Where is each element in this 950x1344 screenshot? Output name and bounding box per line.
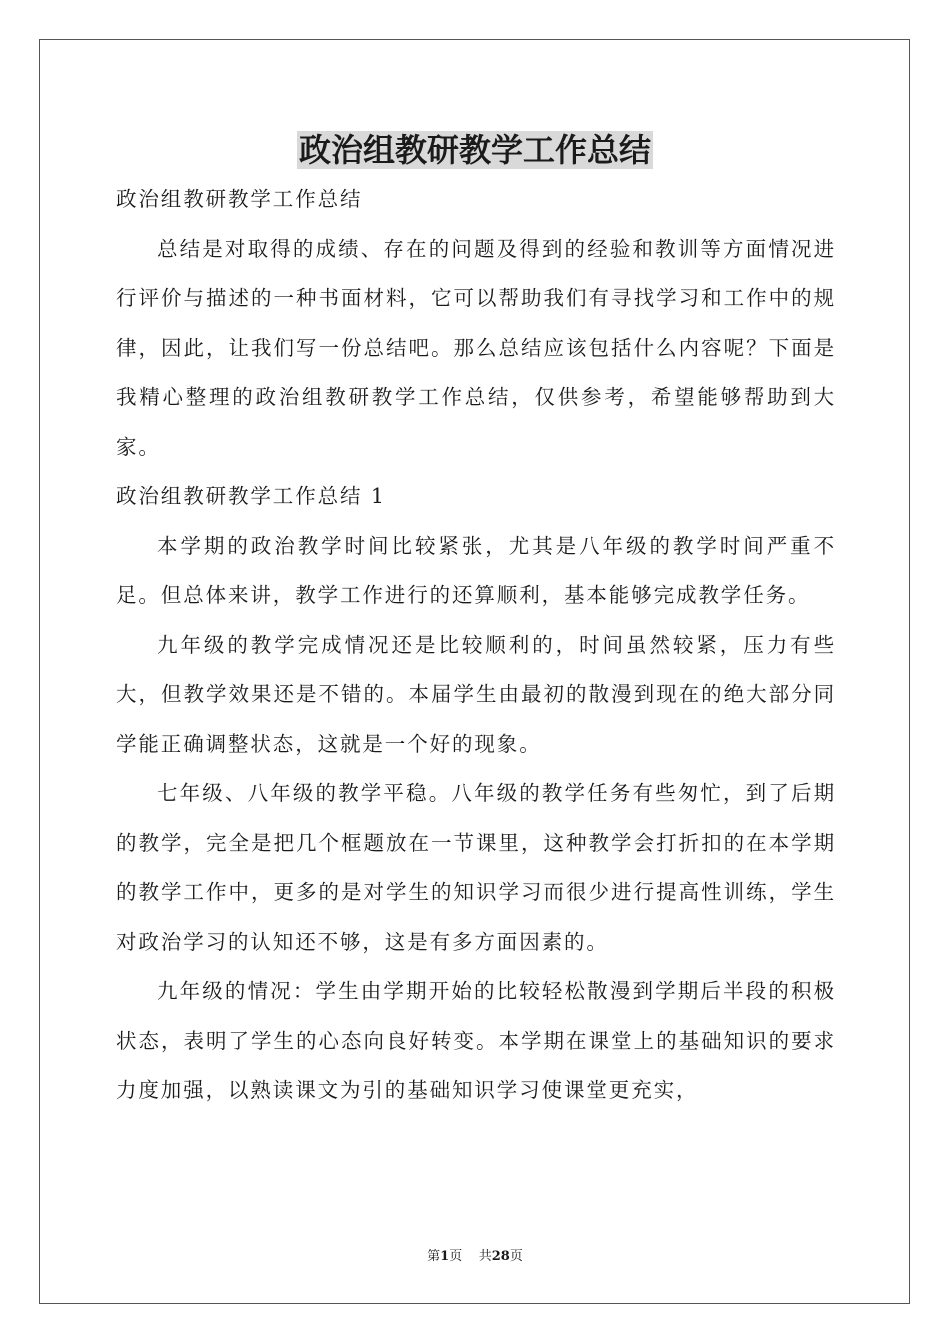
page-prefix: 第 <box>427 1249 441 1264</box>
body-paragraph: 九年级的情况：学生由学期开始的比较轻松散漫到学期后半段的积极状态，表明了学生的心态向良好转变。本学期在课堂上的基础知识的要求力度加强，以熟读课文为引的基础知识学习使课堂更充实， <box>116 979 836 1102</box>
page-footer <box>0 1248 950 1266</box>
body-paragraph: 九年级的教学完成情况还是比较顺利的，时间虽然较紧，压力有些大，但教学效果还是不错的。本届学生由最初的散漫到现在的绝大部分同学能正确调整状态，这就是一个好的现象。 <box>116 632 836 756</box>
document-title-text: 政治组教研教学工作总结 <box>298 131 651 169</box>
page-suffix: 页 <box>449 1249 463 1264</box>
total-prefix: 共 <box>478 1249 492 1264</box>
total-suffix: 页 <box>509 1249 523 1264</box>
document-body <box>116 175 836 1116</box>
document-title <box>0 128 950 172</box>
body-paragraph: 总结是对取得的成绩、存在的问题及得到的经验和教训等方面情况进行评价与描述的一种书面材料，它可以帮助我们有寻找学习和工作中的规律，因此，让我们写一份总结吧。那么总结应该包括什么内容呢？下面是我精心整理的政治组教研教学工作总结，仅供参考，希望能够帮助到大家。 <box>116 236 836 459</box>
body-paragraph: 七年级、八年级的教学平稳。八年级的教学任务有些匆忙，到了后期的教学，完全是把几个框题放在一节课里，这种教学会打折扣的在本学期的教学工作中，更多的是对学生的知识学习而很少进行提高性训练，学生对政治学习的认知还不够，这是有多方面因素的。 <box>116 781 836 954</box>
section-heading: 政治组教研教学工作总结 1 <box>116 484 386 508</box>
body-paragraph: 本学期的政治教学时间比较紧张，尤其是八年级的教学时间严重不足。但总体来讲，教学工作进行的还算顺利，基本能够完成教学任务。 <box>116 533 836 607</box>
page-number: 1 <box>440 1249 450 1264</box>
section-heading: 政治组教研教学工作总结 <box>116 187 363 211</box>
total-pages: 28 <box>491 1249 510 1264</box>
